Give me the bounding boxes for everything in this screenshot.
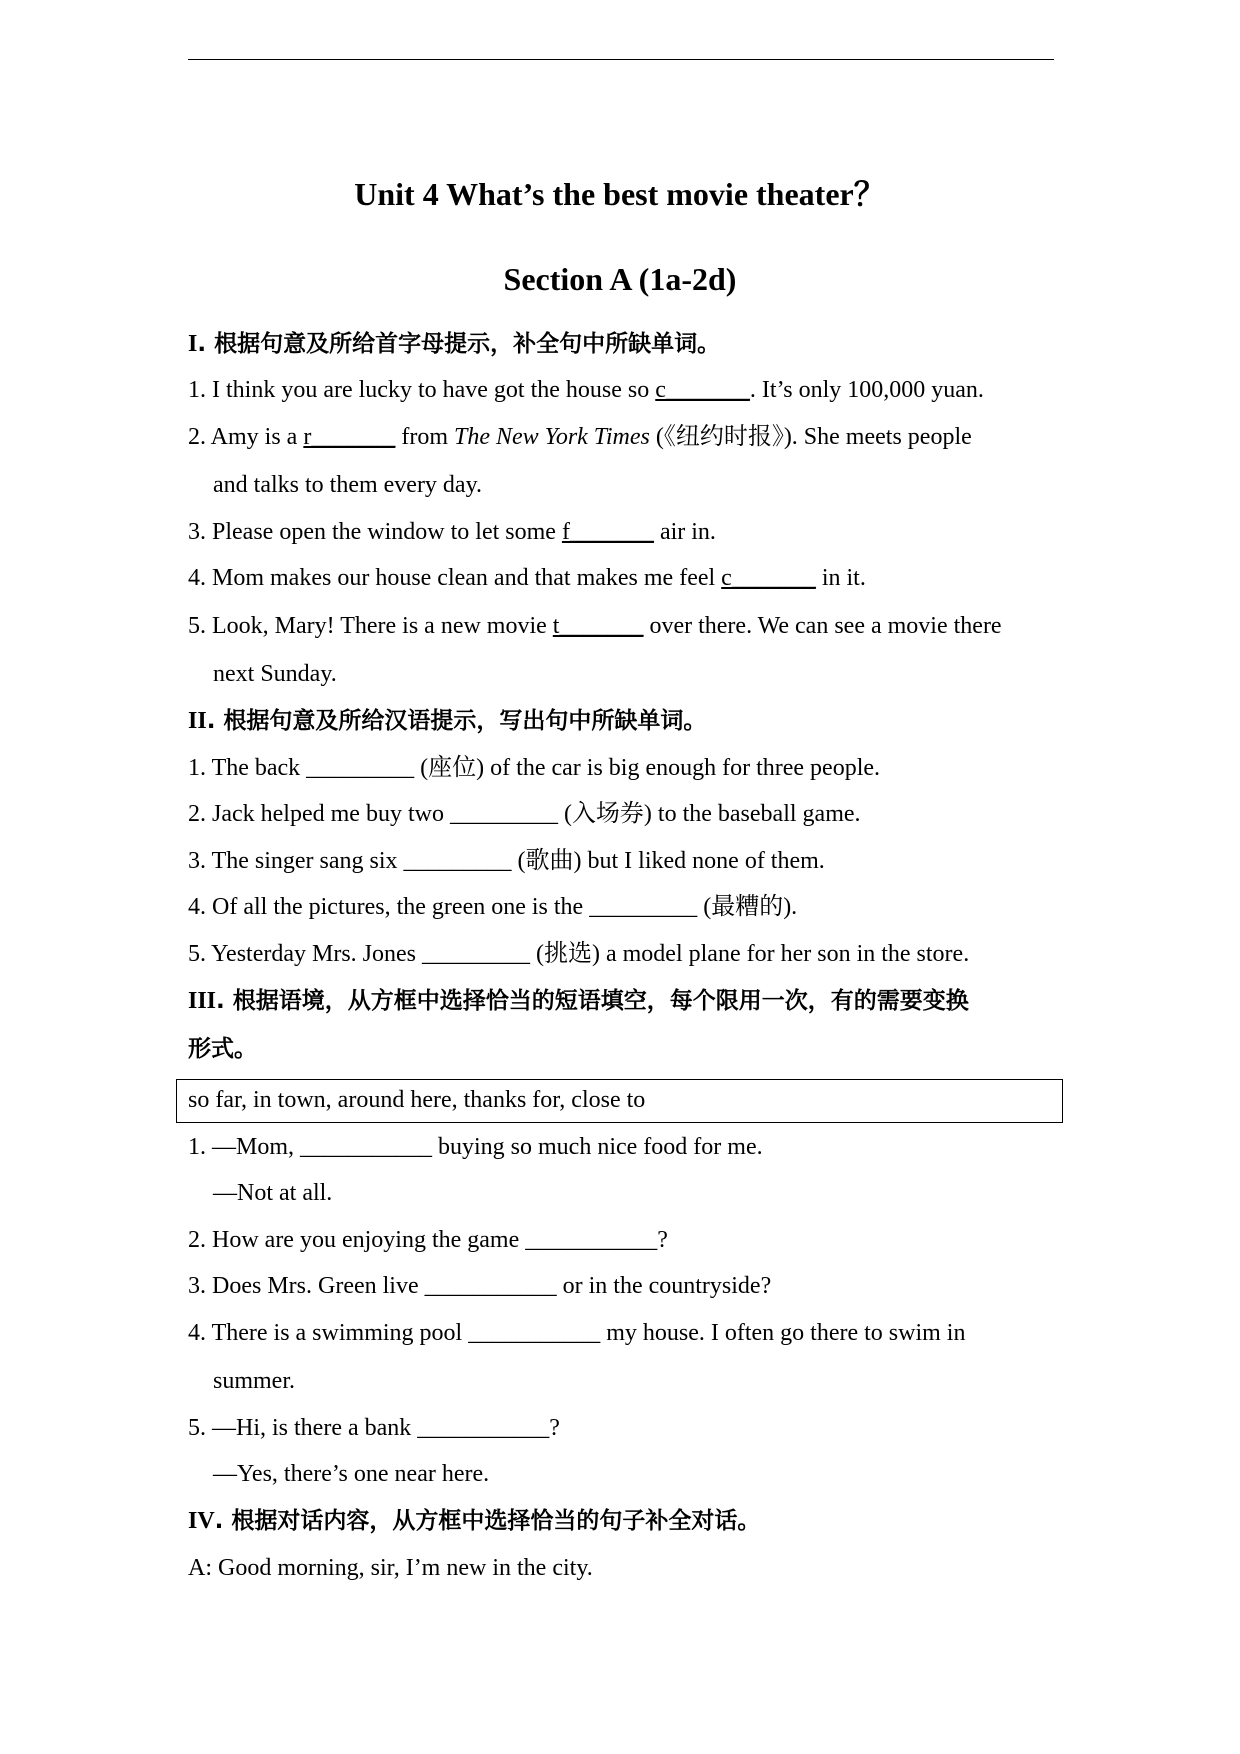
newspaper-title: The New York Times (454, 424, 650, 450)
answer-blank: t_______ (552, 613, 644, 639)
header-rule (188, 59, 1054, 60)
section2-question-5: 5. Yesterday Mrs. Jones _________ (挑选) a model plane for her son in the store. (188, 941, 970, 967)
section2-question-3: 3. The singer sang six _________ (歌曲) but I liked none of them. (188, 848, 825, 874)
section3-question-5-reply: —Yes, there’s one near here. (213, 1461, 490, 1487)
section3-question-1: 1. —Mom, ___________ buying so much nice food for me. (188, 1134, 763, 1160)
section4-heading-number: IV (188, 1508, 215, 1534)
section2-heading-text: . 根据句意及所给汉语提示，写出句中所缺单词。 (206, 708, 707, 734)
section3-question-4: 4. There is a swimming pool ___________ my house. I often go there to swim in (188, 1320, 966, 1346)
answer-blank: r_______ (303, 424, 396, 450)
phrase-box-text: so far, in town, around here, thanks for, close to (188, 1087, 646, 1113)
q-text: from (395, 424, 454, 450)
section4-heading-text: . 根据对话内容，从方框中选择恰当的句子补全对话。 (214, 1508, 761, 1534)
answer-blank: c_______ (721, 565, 816, 591)
page-subtitle: Section A (1a-2d) (503, 261, 737, 297)
q-text: over there. We can see a movie there (643, 613, 1002, 639)
q-text: 1. I think you are lucky to have got the house so (188, 377, 656, 403)
section4-heading (188, 1506, 760, 1536)
section3-question-4-continued: summer. (213, 1368, 295, 1394)
section3-heading-text: . 根据语境，从方框中选择恰当的短语填空，每个限用一次，有的需要变换 (216, 988, 969, 1014)
section1-heading (188, 329, 720, 359)
section1-question-2-continued: and talks to them every day. (213, 472, 483, 498)
q-text: 2. Amy is a (188, 424, 304, 450)
section2-question-4: 4. Of all the pictures, the green one is the _________ (最糟的). (188, 894, 798, 920)
q-text: (《纽约时报》). She meets people (649, 424, 972, 450)
dialogue-line-1: A: Good morning, sir, I’m new in the city. (188, 1555, 593, 1581)
section3-question-5: 5. —Hi, is there a bank ___________? (188, 1415, 560, 1441)
section2-heading (188, 706, 706, 736)
q-text: . It’s only 100,000 yuan. (749, 377, 984, 403)
section3-question-1-reply: —Not at all. (213, 1180, 333, 1206)
section3-heading-number: III (188, 988, 217, 1014)
section3-heading (188, 986, 969, 1016)
section3-heading-continued: 形式。 (188, 1036, 257, 1062)
section1-question-5 (188, 611, 1002, 641)
section2-question-1: 1. The back _________ (座位) of the car is big enough for three people. (188, 755, 881, 781)
section3-question-2: 2. How are you enjoying the game ___________? (188, 1227, 668, 1253)
q-text: 5. Look, Mary! There is a new movie (188, 613, 553, 639)
section1-heading-number: I (188, 331, 198, 357)
q-text: 4. Mom makes our house clean and that makes me feel (188, 565, 722, 591)
section1-question-2 (188, 422, 972, 452)
section1-question-4 (188, 563, 866, 593)
answer-blank: c_______ (655, 377, 750, 403)
section1-question-1 (188, 375, 984, 405)
section1-question-5-continued: next Sunday. (213, 661, 337, 687)
q-text: air in. (653, 519, 716, 545)
section2-heading-number: II (188, 708, 207, 734)
answer-blank: f_______ (561, 519, 654, 545)
q-text: 3. Please open the window to let some (188, 519, 562, 545)
section1-question-3 (188, 517, 716, 547)
page-title: Unit 4 What’s the best movie theater？ (354, 176, 886, 212)
section1-heading-text: . 根据句意及所给首字母提示，补全句中所缺单词。 (197, 331, 721, 357)
section2-question-2: 2. Jack helped me buy two _________ (入场券) to the baseball game. (188, 801, 861, 827)
q-text: in it. (815, 565, 866, 591)
section3-question-3: 3. Does Mrs. Green live ___________ or in the countryside? (188, 1273, 772, 1299)
